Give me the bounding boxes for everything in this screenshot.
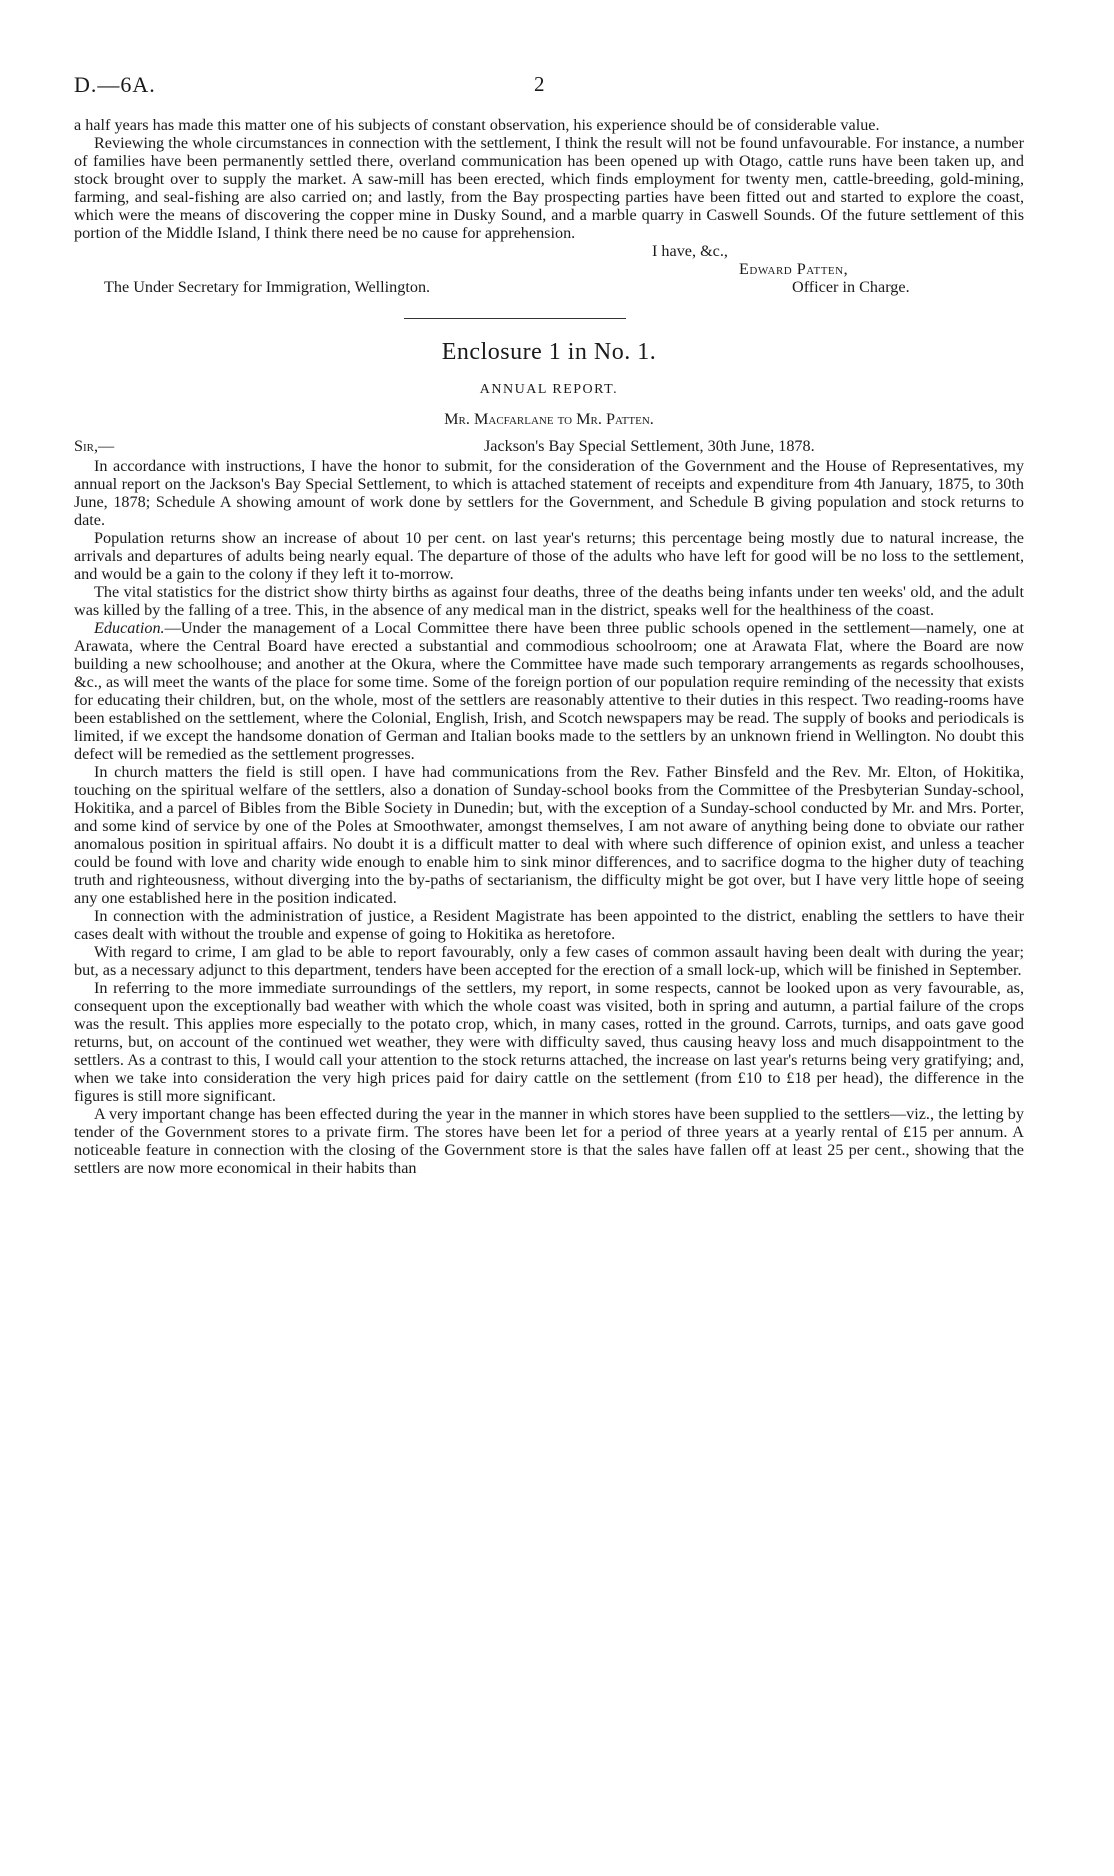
paragraph-stores: A very important change has been effected during the year in the manner in which stores have been supplied to the settlers—viz., the letting by tender of the Government stores to a private firm. The stores have been let for a period of three years at a yearly rental of £15 per annum. A noticeable feature in connection with the closing of the Government store is that the sales have fallen off at least 25 per cent., showing that the settlers are now more economical in their habits than [74, 1105, 1024, 1177]
paragraph-reviewing: Reviewing the whole circumstances in connection with the settlement, I think the result will not be found unfavourable. For instance, a number of families have been permanently settled there, overland communication has been opened up with Otago, cattle runs have been taken up, and stock brought over to supply the market. A saw-mill has been erected, which finds employment for twenty men, cattle-breeding, gold-mining, farming, and seal-fishing are also carried on; and lastly, from the Bay prospecting parties have been fitted out and started to explore the coast, which were the means of discovering the copper mine in Dusky Sound, and a marble quarry in Caswell Sounds. Of the future settlement of this portion of the Middle Island, I think there need be no cause for apprehension. [74, 134, 1024, 242]
document-page [74, 72, 1024, 1177]
addressee: The Under Secretary for Immigration, Wellington. [104, 278, 431, 296]
page-number: 2 [534, 72, 545, 96]
enclosure-title: Enclosure 1 in No. 1. [441, 339, 657, 365]
salutation: Sir,— [74, 437, 115, 455]
paragraph-crops: In referring to the more immediate surroundings of the settlers, my report, in some respects, cannot be looked upon as very favourable, as, consequent upon the exceptionally bad weather with which the whole coast was visited, both in spring and autumn, a partial failure of the crops was the result. This applies more especially to the potato crop, which, in many cases, rotted in the ground. Carrots, turnips, and oats gave good returns, but, on account of the continued wet weather, they were with difficulty saved, thus causing heavy loss and much disappointment to the settlers. As a contrast to this, I would call your attention to the stock returns attached, the increase on last year's returns being very gratifying; and, when we take into consideration the very high prices paid for dairy cattle on the settlement (from £10 to £18 per head), the difference in the figures is still more significant. [74, 979, 1024, 1105]
education-text: —Under the management of a Local Committee there have been three public schools opened in the settlement—namely, one at Arawata, where the Central Board have erected a substantial and commodious schoolroom; one at Arawata Flat, where the Board are now building a new schoolhouse; and another at the Okura, where the Committee have made such temporary arrangements as regards schoolhouses, &c., as will meet the wants of the place for some time. Some of the foreign portion of our population require reminding of the necessity that exists for educating their children, but, on the whole, most of the settlers are reasonably attentive to their duties in this respect. Two reading-rooms have been established on the settlement, where the Colonial, English, Irish, and Scotch newspapers may be read. The supply of books and periodicals is limited, if we except the handsome donation of German and Italian books made to the settlers by an unknown friend in Wellington. No doubt this defect will be remedied as the settlement progresses. [74, 619, 1024, 763]
document-reference: D.—6A. [74, 72, 156, 97]
paragraph-continuation: a half years has made this matter one of his subjects of constant observation, his experience should be of considerable value. [74, 116, 880, 134]
signature-title: Officer in Charge. [792, 278, 910, 296]
paragraph-population: Population returns show an increase of about 10 per cent. on last year's returns; this percentage being mostly due to natural increase, the arrivals and departures of adults being nearly equal. The departure of those of the adults who have left for good will be no loss to the settlement, and would be a gain to the colony if they left it to-morrow. [74, 529, 1024, 583]
section-divider [404, 318, 626, 319]
paragraph-instructions: In accordance with instructions, I have the honor to submit, for the consideration of the Government and the House of Representatives, my annual report on the Jackson's Bay Special Settlement, to which is attached statement of receipts and expenditure from 4th January, 1875, to 30th June, 1878; Schedule A showing amount of work done by settlers for the Government, and Schedule B giving population and stock returns to date. [74, 457, 1024, 529]
salutation-row [74, 437, 1024, 457]
paragraph-justice: In connection with the administration of justice, a Resident Magistrate has been appointed to the district, enabling the settlers to have their cases dealt with without the trouble and expense of going to Hokitika as heretofore. [74, 907, 1024, 943]
education-label: Education. [94, 619, 165, 637]
enclosure-from-to: Mr. Macfarlane to Mr. Patten. [444, 410, 654, 428]
dateline: Jackson's Bay Special Settlement, 30th June, 1878. [484, 437, 815, 455]
paragraph-church: In church matters the field is still open. I have had communications from the Rev. Father Binsfeld and the Rev. Mr. Elton, of Hokitika, touching on the spiritual welfare of the settlers, also a donation of Sunday-school books from the Committee of the Presbyterian Sunday-school, Hokitika, and a parcel of Bibles from the Bible Society in Dunedin; but, with the exception of a Sunday-school conducted by Mr. and Mrs. Porter, and some kind of service by one of the Poles at Smoothwater, amongst themselves, I am not aware of anything being done to obviate our rather anomalous position in spiritual affairs. No doubt it is a difficult matter to deal with where such difference of opinion exist, and unless a teacher could be found with love and charity wide enough to enable him to sink minor differences, and to sacrifice dogma to the higher duty of teaching truth and righteousness, without diverging into the by-paths of sectarianism, the difficulty might be got over, but I have very little hope of seeing any one established here in the position indicated. [74, 763, 1024, 907]
enclosure-subtitle: ANNUAL REPORT. [479, 382, 619, 397]
paragraph-vital-statistics: The vital statistics for the district show thirty births as against four deaths, three of the deaths being infants under ten weeks' old, and the adult was killed by the falling of a tree. This, in the absence of any medical man in the district, speaks well for the healthiness of the coast. [74, 583, 1024, 619]
paragraph-education [74, 619, 1024, 763]
page-header [74, 72, 1024, 116]
signature-name: Edward Patten, [739, 260, 849, 278]
signature-block [74, 242, 1024, 296]
signature-closing: I have, &c., [652, 242, 728, 260]
paragraph-crime: With regard to crime, I am glad to be able to report favourably, only a few cases of common assault having been dealt with during the year; but, as a necessary adjunct to this department, tenders have been accepted for the erection of a small lock-up, which will be finished in September. [74, 943, 1024, 979]
